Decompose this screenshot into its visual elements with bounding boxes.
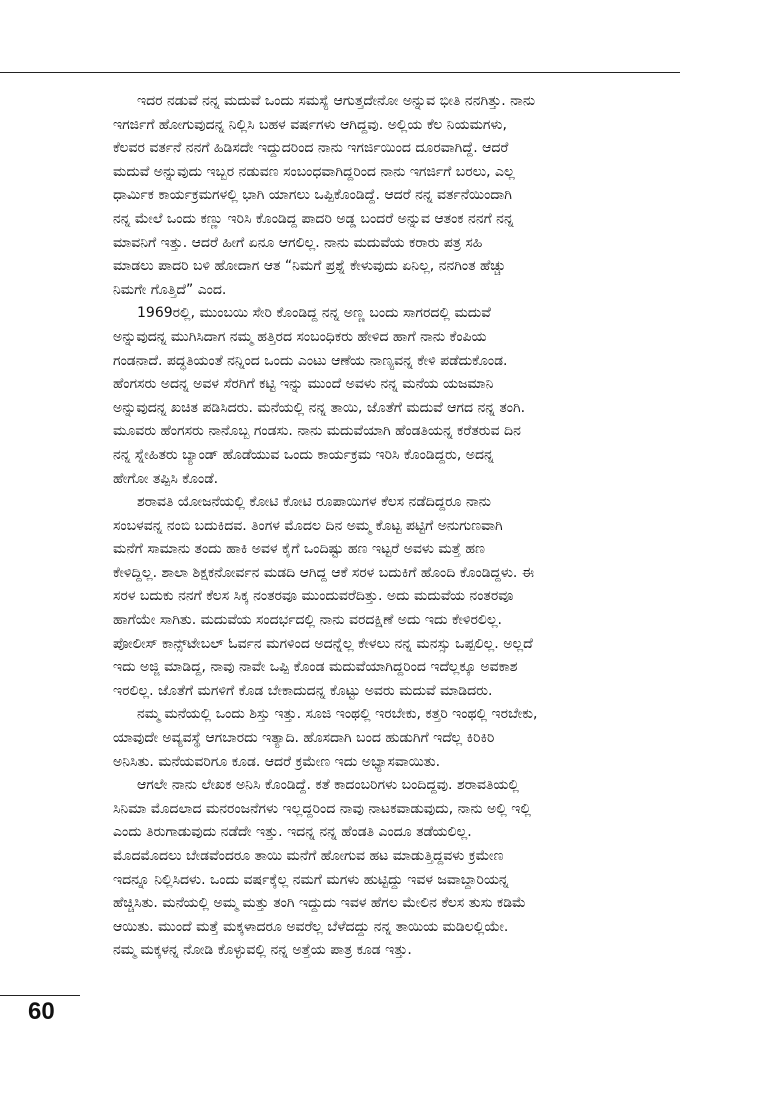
header-rule bbox=[0, 72, 680, 73]
text-line: ಪೋಲೀಸ್ ಕಾನ್ಸ್‌ಟೇಬಲ್ ಓರ್ವನ ಮಗಳಿಂದ ಅದನ್ನೆಲ್ಲ ಕೇಳಲು ನನ್ನ ಮನಸ್ಸು ಒಪ್ಪಲಿಲ್ಲ. ಅಲ್ಲದೆ bbox=[113, 635, 533, 652]
text-line: ಸರಳ ಬದುಕು ನನಗೆ ಕೆಲಸ ಸಿಕ್ಕ ನಂತರವೂ ಮುಂದುವರೆದಿತ್ತು. ಅದು ಮದುವೆಯ ನಂತರವೂ bbox=[113, 588, 514, 605]
text-line: ಇದನ್ನೂ ನಿಲ್ಲಿಸಿದಳು. ಒಂದು ವರ್ಷಕ್ಕೆಲ್ಲ ನಮಗೆ ಮಗಳು ಹುಟ್ಟಿದ್ದು ಇವಳ ಜವಾಬ್ದಾರಿಯನ್ನ bbox=[113, 871, 509, 888]
text-line: ಧಾರ್ಮಿಕ ಕಾರ್ಯಕ್ರಮಗಳಲ್ಲಿ ಭಾಗಿ ಯಾಗಲು ಒಪ್ಪಿಕೊಂಡಿದ್ದೆ. ಆದರೆ ನನ್ನ ವರ್ತನೆಯಿಂದಾಗಿ bbox=[113, 187, 512, 204]
text-line: ಸಂಬಳವನ್ನ ನಂಬಿ ಬದುಕಿದವ. ತಿಂಗಳ ಮೊದಲ ದಿನ ಅಮ್ಮ ಕೊಟ್ಟ ಪಟ್ಟಿಗೆ ಅನುಗುಣವಾಗಿ bbox=[113, 517, 503, 534]
text-line: ಹೆಚ್ಚಿಸಿತು. ಮನೆಯಲ್ಲಿ ಅಮ್ಮ ಮತ್ತು ತಂಗಿ ಇದ್ದುದು ಇವಳ ಹೆಗಲ ಮೇಲಿನ ಕೆಲಸ ತುಸು ಕಡಿಮೆ bbox=[113, 895, 526, 912]
text-line: ಶರಾವತಿ ಯೋಜನೆಯಲ್ಲಿ ಕೋಟಿ ಕೋಟಿ ರೂಪಾಯಿಗಳ ಕೆಲಸ ನಡೆದಿದ್ದರೂ ನಾನು bbox=[137, 494, 491, 511]
text-line: ಕೇಳಿದ್ದಿಲ್ಲ. ಶಾಲಾ ಶಿಕ್ಷಕನೋರ್ವನ ಮಡದಿ ಆಗಿದ್ದ ಆಕೆ ಸರಳ ಬದುಕಿಗೆ ಹೊಂದಿ ಕೊಂಡಿದ್ದಳು. ಈ bbox=[113, 564, 534, 581]
text-line: ಹೇಗೋ ತಪ್ಪಿಸಿ ಕೊಂಡೆ. bbox=[113, 470, 219, 487]
text-line: ನಮ್ಮ ಮಕ್ಕಳನ್ನ ನೋಡಿ ಕೊಳ್ಳುವಲ್ಲಿ ನನ್ನ ಅತ್ತೆಯ ಪಾತ್ರ ಕೂಡ ಇತ್ತು. bbox=[113, 942, 412, 959]
text-line: ಇದು ಅಜ್ಜಿ ಮಾಡಿದ್ದ, ನಾವು ನಾವೇ ಒಪ್ಪಿ ಕೊಂಡ ಮದುವೆಯಾಗಿದ್ದರಿಂದ ಇದೆಲ್ಲಕ್ಕೂ ಅವಕಾಶ bbox=[113, 659, 518, 676]
text-line: ಮನೆಗೆ ಸಾಮಾನು ತಂದು ಹಾಕಿ ಅವಳ ಕೈಗೆ ಒಂದಿಷ್ಟು ಹಣ ಇಟ್ಟರೆ ಅವಳು ಮತ್ತೆ ಹಣ bbox=[113, 541, 485, 558]
text-line: 1969ರಲ್ಲಿ, ಮುಂಬಯಿ ಸೇರಿ ಕೊಂಡಿದ್ದ ನನ್ನ ಅಣ್ಣ ಬಂದು ಸಾಗರದಲ್ಲಿ ಮದುವೆ bbox=[137, 305, 491, 322]
text-line: ಇಗರ್ಜಿಗೆ ಹೋಗುವುದನ್ನ ನಿಲ್ಲಿಸಿ ಬಹಳ ವರ್ಷಗಳು ಆಗಿದ್ದವು. ಅಲ್ಲಿಯ ಕೆಲ ನಿಯಮಗಳು, bbox=[113, 116, 507, 133]
text-line: ಯಾವುದೇ ಅವ್ಯವಸ್ಥೆ ಆಗಬಾರದು ಇತ್ಯಾದಿ. ಹೊಸದಾಗಿ ಬಂದ ಹುಡುಗಿಗೆ ಇದೆಲ್ಲ ಕಿರಿಕಿರಿ bbox=[113, 730, 495, 747]
text-line: ಎಂದು ತಿರುಗಾಡುವುದು ನಡೆದೇ ಇತ್ತು. ಇದನ್ನ ನನ್ನ ಹೆಂಡತಿ ಎಂದೂ ತಡೆಯಲಿಲ್ಲ. bbox=[113, 824, 472, 841]
text-line: ಇದರ ನಡುವೆ ನನ್ನ ಮದುವೆ ಒಂದು ಸಮಸ್ಯೆ ಆಗುತ್ತದೇನೋ ಅನ್ನುವ ಭೀತಿ ನನಗಿತ್ತು. ನಾನು bbox=[137, 93, 536, 109]
text-line: ಮಾಡಲು ಪಾದರಿ ಬಳಿ ಹೋದಾಗ ಆತ “ನಿಮಗೆ ಪ್ರಶ್ನೆ ಕೇಳುವುದು ಏನಿಲ್ಲ, ನನಗಿಂತ ಹೆಚ್ಚು bbox=[113, 258, 506, 275]
body-text bbox=[113, 90, 685, 963]
text-line: ನನ್ನ ಸ್ನೇಹಿತರು ಬ್ಯಾಂಡ್ ಹೊಡೆಯುವ ಒಂದು ಕಾರ್ಯಕ್ರಮ ಇರಿಸಿ ಕೊಂಡಿದ್ದರು, ಅದನ್ನ bbox=[113, 446, 494, 463]
text-line: ನಿಮಗೇ ಗೊತ್ತಿದೆ” ಎಂದ. bbox=[113, 281, 227, 298]
text-line: ಅನ್ನುವುದನ್ನ ಖಚಿತ ಪಡಿಸಿದರು. ಮನೆಯಲ್ಲಿ ನನ್ನ ತಾಯಿ, ಜೊತೆಗೆ ಮದುವೆ ಆಗದ ನನ್ನ ತಂಗಿ. bbox=[113, 399, 526, 416]
page-number: 60 bbox=[28, 998, 55, 1025]
text-line: ಮದುವೆ ಅನ್ನುವುದು ಇಬ್ಬರ ನಡುವಣ ಸಂಬಂಧವಾಗಿದ್ದರಿಂದ ನಾನು ಇಗರ್ಜಿಗೆ ಬರಲು, ಎಲ್ಲ bbox=[113, 163, 515, 180]
text-line: ಗಂಡನಾದೆ. ಪದ್ಧತಿಯಂತೆ ನನ್ನಿಂದ ಒಂದು ಎಂಟು ಆಣೆಯ ನಾಣ್ಯವನ್ನ ಕೇಳಿ ಪಡೆದುಕೊಂಡ. bbox=[113, 352, 508, 369]
text-line: ಹಾಗೆಯೇ ಸಾಗಿತು. ಮದುವೆಯ ಸಂದರ್ಭದಲ್ಲಿ ನಾನು ವರದಕ್ಷಿಣೆ ಅದು ಇದು ಕೇಳಿರಲಿಲ್ಲ. bbox=[113, 612, 503, 629]
text-line: ಆಯಿತು. ಮುಂದೆ ಮತ್ತೆ ಮಕ್ಕಳಾದರೂ ಅವರೆಲ್ಲ ಬೆಳೆದದ್ದು ನನ್ನ ತಾಯಿಯ ಮಡಿಲಲ್ಲಿಯೇ. bbox=[113, 918, 509, 935]
text-line: ಮೂವರು ಹೆಂಗಸರು ನಾನೊಬ್ಬ ಗಂಡಸು. ನಾನು ಮದುವೆಯಾಗಿ ಹೆಂಡತಿಯನ್ನ ಕರೆತರುವ ದಿನ bbox=[113, 423, 521, 440]
text-line: ಮಾವನಿಗೆ ಇತ್ತು. ಆದರೆ ಹೀಗೆ ಏನೂ ಆಗಲಿಲ್ಲ. ನಾನು ಮದುವೆಯ ಕರಾರು ಪತ್ರ ಸಹಿ bbox=[113, 234, 483, 251]
text-line: ಇರಲಿಲ್ಲ. ಜೊತೆಗೆ ಮಗಳಿಗೆ ಕೊಡ ಬೇಕಾದುದನ್ನ ಕೊಟ್ಟು ಅವರು ಮದುವೆ ಮಾಡಿದರು. bbox=[113, 682, 493, 699]
text-line: ಅನ್ನುವುದನ್ನ ಮುಗಿಸಿದಾಗ ನಮ್ಮ ಹತ್ತಿರದ ಸಂಬಂಧಿಕರು ಹೇಳಿದ ಹಾಗೆ ನಾನು ಕೆಂಪಿಯ bbox=[113, 328, 487, 345]
text-line: ಹೆಂಗಸರು ಅದನ್ನ ಅವಳ ಸೆರಗಿಗೆ ಕಟ್ಟಿ ಇನ್ನು ಮುಂದೆ ಅವಳು ನನ್ನ ಮನೆಯ ಯಜಮಾನಿ bbox=[113, 376, 494, 393]
text-line: ನನ್ನ ಮೇಲೆ ಒಂದು ಕಣ್ಣು ಇರಿಸಿ ಕೊಂಡಿದ್ದ ಪಾದರಿ ಅಡ್ಡ ಬಂದರೆ ಅನ್ನುವ ಆತಂಕ ನನಗೆ ನನ್ನ bbox=[113, 210, 514, 227]
footer-rule bbox=[0, 995, 80, 996]
text-line: ಸಿನಿಮಾ ಮೊದಲಾದ ಮನರಂಜನೆಗಳು ಇಲ್ಲದ್ದರಿಂದ ನಾವು ನಾಟಕವಾಡುವುದು, ನಾನು ಅಲ್ಲಿ ಇಲ್ಲಿ bbox=[113, 800, 531, 817]
text-line: ನಮ್ಮ ಮನೆಯಲ್ಲಿ ಒಂದು ಶಿಸ್ತು ಇತ್ತು. ಸೂಜಿ ಇಂಥಲ್ಲಿ ಇರಬೇಕು, ಕತ್ತರಿ ಇಂಥಲ್ಲಿ ಇರಬೇಕು, bbox=[137, 706, 538, 723]
text-line: ಮೊದಮೊದಲು ಬೇಡವೆಂದರೂ ತಾಯಿ ಮನೆಗೆ ಹೋಗುವ ಹಟ ಮಾಡುತ್ತಿದ್ದವಳು ಕ್ರಮೇಣ bbox=[113, 848, 504, 864]
text-line: ಅನಿಸಿತು. ಮನೆಯವರಿಗೂ ಕೂಡ. ಆದರೆ ಕ್ರಮೇಣ ಇದು ಅಭ್ಯಾಸವಾಯಿತು. bbox=[113, 753, 441, 770]
text-line: ಕೆಲವರ ವರ್ತನೆ ನನಗೆ ಹಿಡಿಸದೇ ಇದ್ದುದರಿಂದ ನಾನು ಇಗರ್ಜಿಯಿಂದ ದೂರವಾಗಿದ್ದೆ. ಆದರೆ bbox=[113, 140, 509, 157]
text-line: ಆಗಲೇ ನಾನು ಲೇಖಕ ಅನಿಸಿ ಕೊಂಡಿದ್ದೆ. ಕತೆ ಕಾದಂಬರಿಗಳು ಬಂದಿದ್ದವು. ಶರಾವತಿಯಲ್ಲಿ bbox=[137, 777, 519, 794]
